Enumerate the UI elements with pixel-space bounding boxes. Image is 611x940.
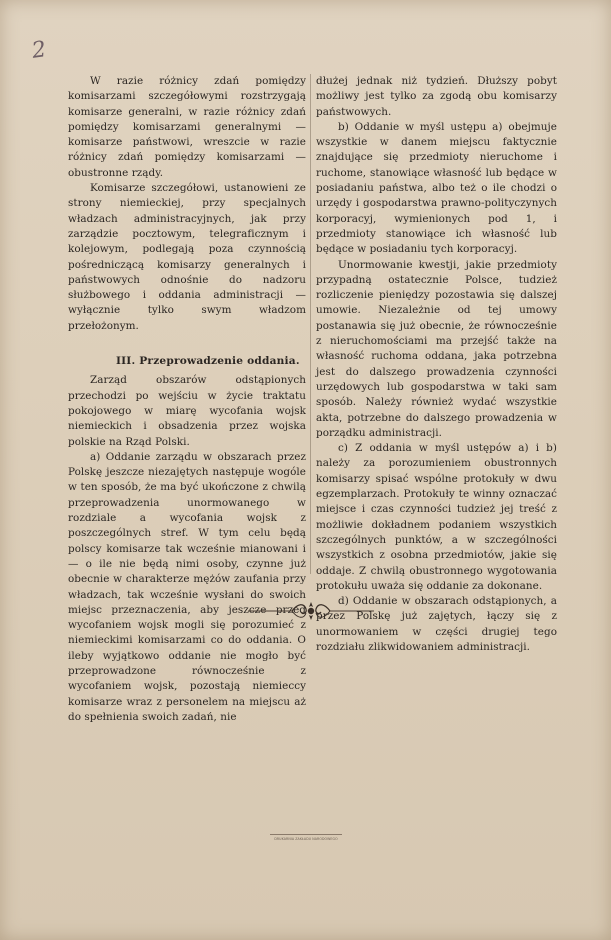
paragraph-point-c: c) Z oddania w myśl ustępów a) i b) należy za porozumieniem obustronnych komisarzy spisać wspólne protokuły w dwu egzemplarzach. Protokuły te winny oznaczać miejsce i czas czynności tudzież jej treść z możliwie dokładnem podaniem wszystkich szczególnych punktów, a w szczególności wszystkich z osobna przedmiotów, jakie się oddaje. Z chwilą obustronnego wygotowania protokułu uważa się oddanie za dokonane. [316,442,557,592]
paragraph-point-a: a) Oddanie zarządu w obszarach przez Polskę jeszcze niezajętych następuje wogóle w ten sposób, że ma być ukończone z chwilą przeprowadzenia unormowanego w rozdziale a wycofania wojsk z poszczególnych stref. W tym celu będą polscy komisarze tak wcześnie mianowani i — o ile nie będą nimi osoby, czynne już obecnie w charakterze mężów zaufania przy władzach, tak wcześnie wysłani do swoich miejsc przeznaczenia, aby jeszcze przed wycofaniem wojsk mogli się porozumieć z niemieckimi komisarzami co do oddania. O ileby wyjątkowo oddanie nie mogło być przeprowadzone równocześnie z wycofaniem wojsk, pozostają niemieccy komisarze wraz z personelem na miejscu aż do spełnienia swoich zadań, nie [68,450,306,723]
handwritten-page-number: 2 [30,37,48,64]
paragraph-settlement: Unormowanie kwestji, jakie przedmioty przypadną ostatecznie Polsce, tudzież rozliczenie pieniędzy pozostawia się dalszej umowie. Niezależnie od tej umowy postanawia się już obecnie, że równocześnie z nieruchomościami ma przejść także na własność ruchoma oddana, jaka potrzebna jest do dalszego prowadzenia czynności urzędowych lub gospodarstwa w taki sam sposób. Należy również wydać wszystkie akta, potrzebne do dalszego prowadzenia w porządku administracji. [316,258,557,439]
printer-imprint: DRUKARNIA ZAKŁADU NARODOWEGO [270,834,342,847]
paragraph-administration-transfer: Zarząd obszarów odstąpionych przechodzi po wejściu w życie traktatu pokojowego w miarę wycofania wojsk niemieckich i obsadzenia przez wojska polskie na Rząd Polski. [68,374,306,448]
paragraph-point-d: d) Oddanie w obszarach odstąpionych, a przez Polskę już zajętych, łączy się z unormowaniem w części drugiej tego rozdziału zlikwidowaniem administracji. [316,595,557,653]
paragraph-detailed-commissioners: Komisarze szczegółowi, ustanowieni ze strony niemieckiej, przy specjalnych władzach administracyjnych, jak przy zarządzie pocztowym, telegraficznym i kolejowym, podlegają poza czynnością pośredniczącą komisarzy generalnych i państwowych odnośnie do nadzoru służbowego i oddania administracji — wyłącznie tylko swym władzom przełożonym. [68,182,306,332]
left-column [68,74,306,725]
decorative-ornament-icon [246,598,376,624]
column-divider [310,74,311,574]
paragraph-commissioner-disputes: W razie różnicy zdań pomiędzy komisarzami szczegółowymi rozstrzygają komisarze generalni, w razie różnicy zdań pomiędzy komisarzami generalnymi — komisarze państwowi, wreszcie w razie różnicy zdań pomiędzy komisarzami — obustronne rządy. [68,75,306,179]
section-heading: III. Przeprowadzenie oddania. [116,355,300,368]
paragraph-point-b: b) Oddanie w myśl ustępu a) obejmuje wszystkie w danem miejscu faktycznie znajdujące się przedmioty nieruchome i ruchome, stanowiące własność lub będące w posiadaniu państwa, albo też o ile chodzi o urzędy i gospodarstwa prawno-polityczynych korporacyj, wymienionych pod 1, i przedmioty stanowiące ich własność lub będące w posiadaniu tych korporacyj. [316,120,557,256]
paragraph-continuation: dłużej jednak niż tydzień. Dłuższy pobyt możliwy jest tylko za zgodą obu komisarzy państwowych. [316,75,557,118]
right-column [316,74,557,655]
